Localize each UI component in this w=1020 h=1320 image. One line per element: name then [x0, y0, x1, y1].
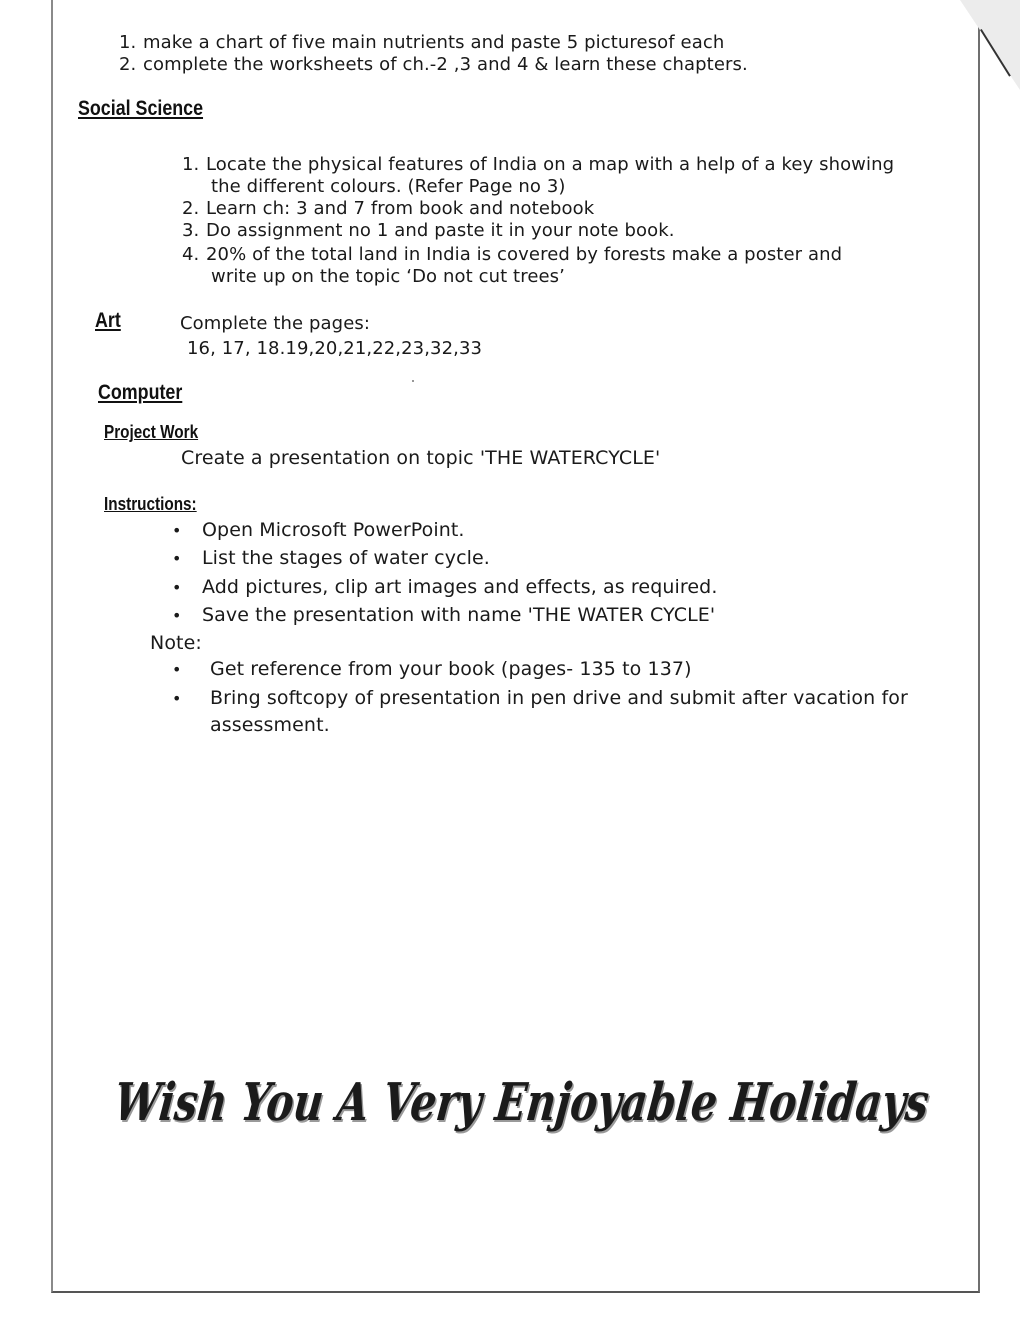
instructions-heading: Instructions:: [104, 494, 197, 514]
item-text: List the stages of water cycle.: [202, 547, 490, 569]
science-item-1: [119, 32, 724, 54]
item-text: complete the worksheets of ch.-2 ,3 and 4 & learn these chapters.: [143, 54, 748, 75]
item-text: make a chart of five main nutrients and paste 5 picturesof each: [143, 32, 725, 53]
item-text: Locate the physical features of India on a map with a help of a key showing: [206, 154, 895, 175]
item-text: Open Microsoft PowerPoint.: [202, 519, 465, 541]
social-science-item-4: [182, 244, 842, 266]
item-text: Add pictures, clip art images and effects, as required.: [202, 576, 718, 598]
instruction-item-2: [172, 547, 490, 570]
note-item-2-cont: assessment.: [210, 714, 330, 736]
item-number: 2.: [119, 54, 137, 75]
social-science-heading: Social Science: [78, 97, 204, 120]
project-work-text: Create a presentation on topic 'THE WATERCYCLE': [181, 447, 661, 469]
project-work-heading: Project Work: [104, 422, 199, 442]
art-pages: 16, 17, 18.19,20,21,22,23,32,33: [187, 338, 483, 359]
item-number: 2.: [182, 198, 200, 219]
note-label: Note:: [150, 632, 202, 654]
instruction-item-3: [172, 576, 717, 599]
bullet-icon: •: [172, 578, 182, 597]
art-heading: Art: [95, 309, 121, 332]
bullet-icon: •: [172, 606, 182, 625]
note-item-1: [172, 658, 692, 681]
item-text: Bring softcopy of presentation in pen drive and submit after vacation for: [210, 687, 908, 709]
item-number: 4.: [182, 244, 200, 265]
item-text: Get reference from your book (pages- 135 to 137): [210, 658, 692, 680]
science-item-2: [119, 54, 748, 76]
item-text: 20% of the total land in India is covered by forests make a poster and: [206, 244, 843, 265]
instruction-item-1: [172, 519, 465, 542]
bullet-icon: •: [172, 549, 182, 568]
scan-speck: [412, 380, 414, 382]
social-science-item-2: [182, 198, 594, 220]
note-item-2: [172, 687, 908, 710]
social-science-item-3: [182, 220, 675, 242]
art-instruction: Complete the pages:: [180, 313, 371, 334]
bullet-icon: •: [172, 660, 182, 679]
instruction-item-4: [172, 604, 715, 627]
social-science-item-1: [182, 154, 894, 176]
computer-heading: Computer: [98, 381, 183, 404]
bullet-icon: •: [172, 689, 182, 708]
social-science-item-4-cont: write up on the topic ‘Do not cut trees’: [211, 266, 565, 287]
item-text: Learn ch: 3 and 7 from book and notebook: [206, 198, 595, 219]
item-number: 3.: [182, 220, 200, 241]
item-text: Save the presentation with name 'THE WATER CYCLE': [202, 604, 716, 626]
item-number: 1.: [119, 32, 137, 53]
social-science-item-1-cont: the different colours. (Refer Page no 3): [211, 176, 566, 197]
closing-message: Wish You A Very Enjoyable Holidays: [111, 1072, 932, 1133]
item-text: Do assignment no 1 and paste it in your note book.: [206, 220, 675, 241]
bullet-icon: •: [172, 521, 182, 540]
item-number: 1.: [182, 154, 200, 175]
